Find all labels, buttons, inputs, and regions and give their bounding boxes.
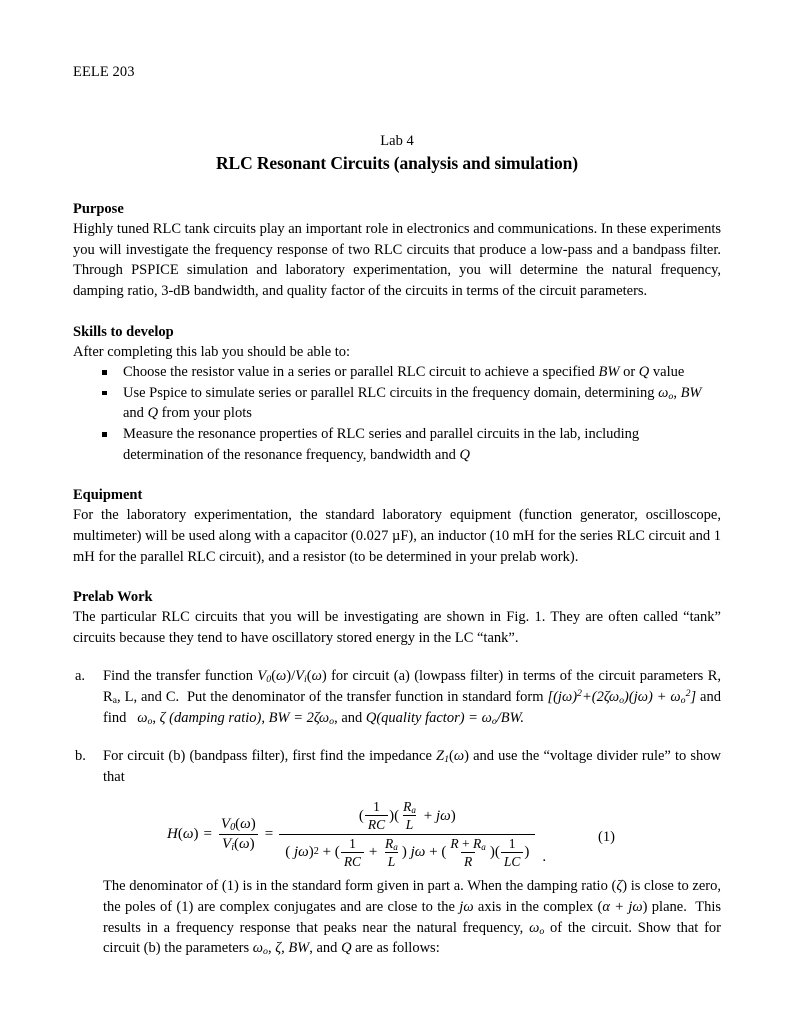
equation-equals: = bbox=[203, 825, 212, 842]
equation-rhs-numerator: ( $\frac{1}{RC}$ )( $\frac{R_a}{L}$ + jω ) bbox=[358, 799, 456, 833]
prelab-closing-text: The denominator of (1) is in the standard form given in part a. When the damping ratio (ζ) is close to zero, the poles of (1) are complex conjugates and are close to the jω axis in the complex (α + jω) plane. This results in a frequency response that peaks near the natural frequency, $\omega_o$ of the circuit. Show that for circuit (b) the parameters $\omega_o$, ζ, BW, and Q are as follows: bbox=[103, 878, 722, 958]
list-item bbox=[73, 383, 721, 424]
equation-rhs-fraction bbox=[279, 798, 535, 869]
equation-lhs-fraction bbox=[218, 816, 259, 853]
equation-lhs-den: $V_i(\omega)$ bbox=[219, 834, 258, 853]
list-marker: a. bbox=[75, 668, 86, 685]
lab-number: Lab 4 bbox=[380, 133, 414, 149]
prelab-list-b bbox=[73, 746, 721, 787]
prelab-closing-item bbox=[73, 876, 721, 958]
skills-list bbox=[73, 362, 721, 465]
document-content bbox=[73, 64, 721, 959]
skill-item-text: Measure the resonance properties of RLC series and parallel circuits in the lab, including determination of the resonance frequency, bandwidth and Q bbox=[123, 426, 640, 463]
purpose-heading: Purpose bbox=[73, 201, 124, 217]
equation-1 bbox=[73, 798, 721, 876]
prelab-item-a-text: Find the transfer function $V_0(\omega)/V_i(\omega)$ for circuit (a) (lowpass filter) in terms of the circuit parameters R, $R_a$, L, and C. Put the denominator of the transfer function in standard form $[(j\omega)^2+(2\zeta\omega_o)(j\omega) + \omega_o^2]$ and find $\omega_o$, ζ (damping ratio), BW = $2\zeta\omega_o$, and Q(quality factor) = $\omega_o/BW$. bbox=[103, 668, 721, 727]
equation-trailing-period: . bbox=[542, 848, 547, 865]
skill-item-text: Use Pspice to simulate series or parallel RLC circuits in the frequency domain, determining $\omega_o$, BW and Q from your plots bbox=[123, 384, 702, 422]
skill-item-text: Choose the resistor value in a series or parallel RLC circuit to achieve a specified BW or Q value bbox=[123, 364, 685, 381]
equation-1-expression bbox=[167, 798, 546, 869]
equation-number: (1) bbox=[598, 829, 615, 846]
skills-intro: After completing this lab you should be able to: bbox=[73, 343, 351, 360]
course-code: EELE 203 bbox=[73, 64, 135, 80]
square-bullet-icon bbox=[102, 370, 107, 375]
equation-lhs-num: $V_0(\omega)$ bbox=[220, 815, 256, 834]
purpose-text: Highly tuned RLC tank circuits play an important role in electronics and communications. In these experiments you will investigate the frequency response of two RLC circuits that produce a low-pass and a bandpass filter. Through PSPICE simulation and laboratory experimentation, you will determine the natural frequency, damping ratio, 3-dB bandwidth, and quality factor of the circuits in terms of the circuit parameters. bbox=[73, 221, 721, 299]
prelab-item-b-text: For circuit (b) (bandpass filter), first find the impedance $Z_1(\omega)$ and use the “voltage divider rule” to show that bbox=[103, 748, 721, 785]
list-marker: b. bbox=[75, 748, 86, 765]
prelab-heading: Prelab Work bbox=[73, 589, 153, 606]
prelab-item-a bbox=[73, 666, 721, 728]
equation-equals-2: = bbox=[264, 825, 274, 842]
square-bullet-icon bbox=[102, 432, 107, 437]
prelab-intro: The particular RLC circuits that you will be investigating are shown in Fig. 1. They are often called “tank” circuits because they tend to have oscillatory stored energy in the LC “tank”. bbox=[73, 609, 721, 646]
skills-heading: Skills to develop bbox=[73, 323, 174, 340]
equation-lhs-function: H bbox=[167, 825, 178, 842]
equipment-text: For the laboratory experimentation, the standard laboratory equipment (function generator, oscilloscope, multimeter) will be used along with a capacitor (0.027 µF), an inductor (10 mH for the series RLC circuit and 1 mH for the parallel RLC circuit), and a resistor (to be determined in your prelab work). bbox=[73, 507, 721, 565]
page-title: RLC Resonant Circuits (analysis and simulation) bbox=[215, 153, 579, 173]
prelab-list bbox=[73, 666, 721, 728]
prelab-closing-wrapper bbox=[73, 876, 721, 958]
list-item bbox=[73, 362, 721, 383]
square-bullet-icon bbox=[102, 391, 107, 396]
list-item bbox=[73, 424, 721, 465]
equipment-heading: Equipment bbox=[73, 487, 143, 504]
prelab-item-b bbox=[73, 746, 721, 787]
equation-lhs-arg: (ω) bbox=[177, 825, 199, 842]
equation-rhs-denominator: ( jω ) 2 + ( $\frac{1}{RC}$ + $\frac{R_a}{L}$ ) jω + ( $\frac{R + R_a}{R}$ )( $\frac{1}{LC}$ ) bbox=[279, 834, 535, 870]
